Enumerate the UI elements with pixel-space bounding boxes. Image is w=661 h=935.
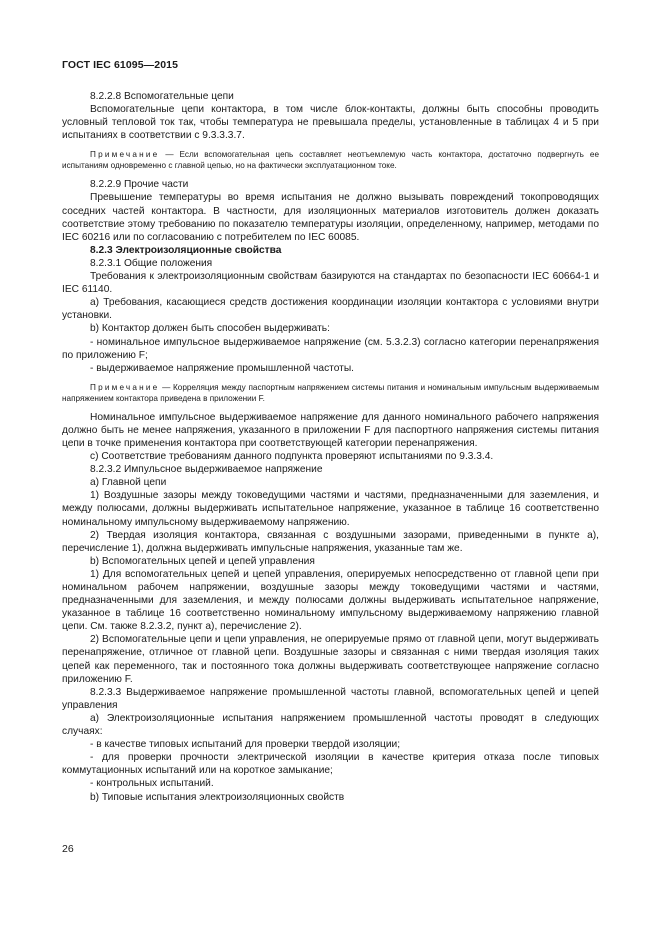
list-item: a) Главной цепи [90,477,167,489]
note [62,382,599,404]
list-item: a) Электроизоляционные испытания напряжением промышленной частоты проводят в следующих случаях: [62,712,599,738]
page-number: 26 [62,843,74,855]
list-item: 1) Для вспомогательных цепей и цепей управления, оперируемых непосредственно от главной цепи при номинальном рабочем напряжении, воздушные зазоры между токоведущими частями и частями, предназначенными для заземления, и между полюсами должны выдерживать испытательное напряжение, указанное в таблице 16 соответственно номинальному импульсному выдерживаемому напряжению главной цепи. См. также 8.2.3.2, пункт а), перечисление 2). [62,568,599,633]
list-item: b) Контактор должен быть способен выдерживать: [90,323,330,335]
list-item: 1) Воздушные зазоры между токоведущими частями и частями, предназначенными для заземления, и между полюсами, должны выдерживать испытательное напряжение, указанное в таблице 16 соответственно номинальному импульсному выдерживаемому напряжению. [62,490,599,528]
list-item: b) Типовые испытания электроизоляционных свойств [90,791,345,803]
section-heading: 8.2.3.2 Импульсное выдерживаемое напряжение [90,464,323,476]
list-item: a) Требования, касающиеся средств достижения координации изоляции контактора с условиями внутри установки. [62,297,599,322]
paragraph: Вспомогательные цепи контактора, в том числе блок-контакты, должны быть способны проводить условный тепловой ток так, чтобы температура не превышала пределы, установленные в таблицах 4 и 5 при испытаниях в соответствии с 9.3.3.3.7. [62,104,599,142]
note-label: Примечание [90,382,160,392]
list-item: - для проверки прочности электрической изоляции в качестве критерия отказа после типовых коммутационных испытаний или на короткое замыкание; [62,752,599,777]
section-heading: 8.2.2.9 Прочие части [90,179,189,191]
list-item: b) Вспомогательных цепей и цепей управления [90,555,315,567]
list-item: 2) Твердая изоляция контактора, связанная с воздушными зазорами, приведенными в пункте а), перечисление 1), должна выдерживать импульсные напряжения, указанные там же. [62,529,599,554]
section-heading: 8.2.3 Электроизоляционные свойства [90,244,282,256]
list-item: c) Соответствие требованиям данного подпункта проверяют испытаниями по 9.3.3.4. [90,451,494,463]
note [62,149,599,171]
note-label: Примечание [90,150,160,160]
list-item: - в качестве типовых испытаний для проверки твердой изоляции; [90,739,401,751]
list-item: - номинальное импульсное выдерживаемое напряжение (см. 5.3.2.3) согласно категории перенапряжения по приложению F; [62,336,599,361]
section-heading: 8.2.2.8 Вспомогательные цепи [90,91,234,102]
list-item: 2) Вспомогательные цепи и цепи управления, не оперируемые прямо от главной цепи, могут выдерживать перенапряжение, отличное от главной цепи. Воздушные зазоры и связанная с ними твердая изоляция таких цепей как переменного, так и постоянного тока должны выдерживать соответствующее напряжение согласно приложению F. [62,634,599,685]
document-body [62,90,599,804]
paragraph: Требования к электроизоляционным свойствам базируются на стандартах по безопасности IEC 60664-1 и IEC 61140. [62,271,599,296]
note-text: — Если вспомогательная цепь составляет неотъемлемую часть контактора, достаточно подвергнуть ее испытаниям одновременно с главной цепью, но на фактически эксплуатационном токе. [62,150,599,171]
list-item: - контрольных испытаний. [90,778,214,790]
note-text: — Корреляция между паспортным напряжением системы питания и номинальным импульсным выдерживаемым напряжением контактора приведена в приложении F. [62,382,599,403]
section-heading: 8.2.3.3 Выдерживаемое напряжение промышленной частоты главной, вспомогательных цепей и цепей управления [62,686,599,711]
section-heading: 8.2.3.1 Общие положения [90,257,213,269]
list-item: - выдерживаемое напряжение промышленной частоты. [90,362,354,374]
paragraph: Номинальное импульсное выдерживаемое напряжение для данного номинального рабочего напряжения должно быть не менее напряжения, указанного в приложении F для паспортного напряжения системы питания цепи в точке применения контактора при соответствующей категории перенапряжения. [62,411,599,449]
paragraph: Превышение температуры во время испытания не должно вызывать повреждений токопроводящих соседних частей контактора. В частности, для изоляционных материалов изготовитель должен доказать соответствие этому требованию по показателю температуры изоляции, определенному, например, методами по IEC 60216 или по согласованию с потребителем по IEC 60085. [62,192,599,243]
document-header: ГОСТ IEC 61095—2015 [62,59,179,71]
